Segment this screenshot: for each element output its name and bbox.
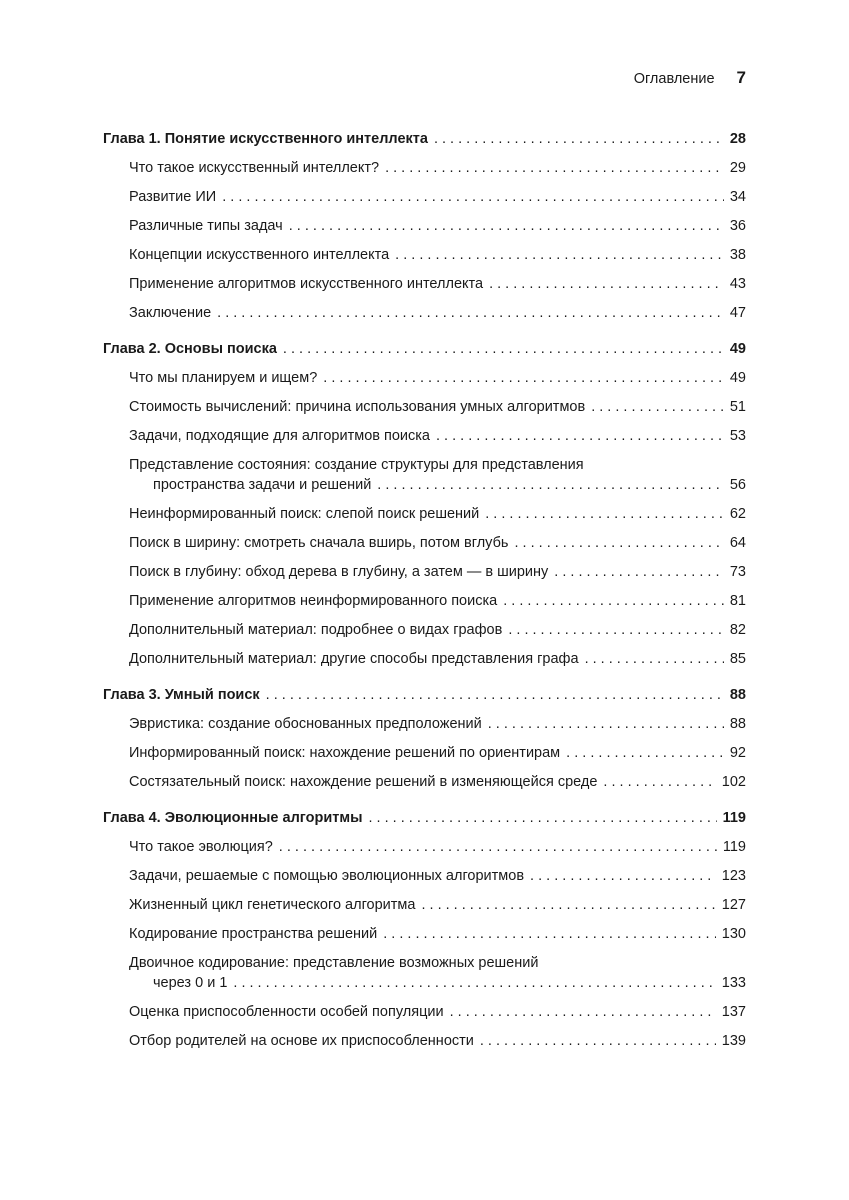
entry-title: Развитие ИИ	[129, 189, 217, 205]
dot-leader	[434, 129, 724, 149]
entry-title: Оценка приспособленности особей популяции	[129, 1004, 444, 1020]
entry-title: Двоичное кодирование: представление возможных решений	[129, 955, 539, 971]
entry-title: Состязательный поиск: нахождение решений в изменяющейся среде	[129, 774, 598, 790]
dot-leader	[480, 1031, 716, 1051]
entry-page-number: 64	[729, 535, 746, 551]
dot-leader	[279, 837, 717, 857]
toc-entry[interactable]	[129, 591, 746, 611]
chapter-page-number: 119	[722, 810, 746, 826]
toc-entry[interactable]	[129, 533, 746, 553]
dot-leader	[436, 426, 724, 446]
entry-title: Поиск в глубину: обход дерева в глубину, а затем — в ширину	[129, 564, 549, 580]
toc-entry[interactable]	[129, 368, 746, 388]
entry-title: Заключение	[129, 305, 212, 321]
dot-leader	[421, 895, 715, 915]
entry-title: Задачи, подходящие для алгоритмов поиска	[129, 428, 430, 444]
toc-entry[interactable]	[129, 649, 746, 669]
entry-page-number: 43	[729, 276, 746, 292]
dot-leader	[283, 339, 724, 359]
entry-page-number: 82	[729, 622, 746, 638]
entry-page-number: 119	[722, 839, 746, 855]
dot-leader	[368, 808, 716, 828]
entry-page-number: 85	[729, 651, 746, 667]
toc-entry[interactable]	[129, 714, 746, 734]
toc-entry[interactable]	[129, 620, 746, 640]
entry-title: Задачи, решаемые с помощью эволюционных алгоритмов	[129, 868, 525, 884]
dot-leader	[233, 973, 715, 993]
entry-title: Стоимость вычислений: причина использования умных алгоритмов	[129, 399, 586, 415]
dot-leader	[585, 649, 724, 669]
toc-entry[interactable]	[129, 426, 746, 446]
chapter-title: Глава 4. Эволюционные алгоритмы	[103, 810, 363, 826]
toc-entry[interactable]	[129, 504, 746, 524]
entry-page-number: 56	[729, 477, 746, 493]
entry-page-number: 73	[729, 564, 746, 580]
entry-page-number: 38	[729, 247, 746, 263]
toc-entry[interactable]	[129, 866, 746, 886]
toc-entry[interactable]	[129, 924, 746, 944]
entry-title: Неинформированный поиск: слепой поиск решений	[129, 506, 480, 522]
entry-page-number: 62	[729, 506, 746, 522]
chapter-heading[interactable]	[103, 129, 746, 149]
entry-title: Концепции искусственного интеллекта	[129, 247, 390, 263]
entry-page-number: 123	[721, 868, 746, 884]
entry-title: Жизненный цикл генетического алгоритма	[129, 897, 416, 913]
chapter-page-number: 49	[729, 341, 746, 357]
entry-page-number: 36	[729, 218, 746, 234]
toc-entry[interactable]	[129, 216, 746, 236]
dot-leader	[222, 187, 724, 207]
chapter-title: Глава 2. Основы поиска	[103, 341, 277, 357]
chapter-page-number: 28	[729, 131, 746, 147]
entry-title: Информированный поиск: нахождение решений по ориентирам	[129, 745, 561, 761]
dot-leader	[530, 866, 716, 886]
chapter-title: Глава 1. Понятие искусственного интеллекта	[103, 131, 428, 147]
dot-leader	[377, 475, 724, 495]
entry-title-continued: пространства задачи и решений	[153, 477, 372, 493]
toc-entry[interactable]	[129, 743, 746, 763]
dot-leader	[591, 397, 724, 417]
entry-page-number: 29	[729, 160, 746, 176]
toc-entry[interactable]	[129, 245, 746, 265]
entry-title: Представление состояния: создание структуры для представления	[129, 457, 584, 473]
page-header	[634, 68, 746, 88]
chapter-heading[interactable]	[103, 339, 746, 359]
toc-entry[interactable]	[129, 187, 746, 207]
entry-title: Что такое искусственный интеллект?	[129, 160, 380, 176]
chapter-block	[103, 808, 746, 1051]
dot-leader	[323, 368, 724, 388]
dot-leader	[554, 562, 724, 582]
toc-entry[interactable]	[129, 1031, 746, 1051]
toc-entry[interactable]	[129, 1002, 746, 1022]
entry-page-number: 139	[721, 1033, 746, 1049]
entry-title: Дополнительный материал: подробнее о видах графов	[129, 622, 503, 638]
dot-leader	[289, 216, 724, 236]
entry-page-number: 81	[729, 593, 746, 609]
toc-entry[interactable]	[129, 837, 746, 857]
entry-page-number: 102	[721, 774, 746, 790]
dot-leader	[489, 274, 724, 294]
entry-title: Дополнительный материал: другие способы представления графа	[129, 651, 579, 667]
entry-page-number: 130	[721, 926, 746, 942]
entry-title: Различные типы задач	[129, 218, 283, 234]
entry-page-number: 47	[729, 305, 746, 321]
toc-entry[interactable]	[129, 562, 746, 582]
entry-page-number: 127	[721, 897, 746, 913]
entry-title: Эвристика: создание обоснованных предположений	[129, 716, 482, 732]
toc-entry[interactable]	[129, 895, 746, 915]
entry-title: Кодирование пространства решений	[129, 926, 378, 942]
dot-leader	[395, 245, 724, 265]
entry-title: Что мы планируем и ищем?	[129, 370, 318, 386]
dot-leader	[385, 158, 724, 178]
toc-entry[interactable]	[129, 158, 746, 178]
chapter-block	[103, 339, 746, 669]
dot-leader	[603, 772, 715, 792]
toc-entry[interactable]	[129, 772, 746, 792]
toc-entry[interactable]	[129, 274, 746, 294]
dot-leader	[503, 591, 724, 611]
dot-leader	[488, 714, 724, 734]
entry-page-number: 34	[729, 189, 746, 205]
chapter-block	[103, 129, 746, 323]
running-title: Оглавление	[633, 71, 715, 87]
dot-leader	[266, 685, 724, 705]
chapter-title: Глава 3. Умный поиск	[103, 687, 260, 703]
entry-page-number: 137	[721, 1004, 746, 1020]
entry-title: Применение алгоритмов неинформированного поиска	[129, 593, 498, 609]
chapter-heading[interactable]	[103, 808, 746, 828]
entry-title: Что такое эволюция?	[129, 839, 273, 855]
entry-title: Применение алгоритмов искусственного интеллекта	[129, 276, 484, 292]
dot-leader	[485, 504, 724, 524]
entry-page-number: 88	[729, 716, 746, 732]
entry-title-continued: через 0 и 1	[153, 975, 228, 991]
dot-leader	[566, 743, 724, 763]
toc-entry[interactable]	[129, 303, 746, 323]
dot-leader	[514, 533, 723, 553]
entry-page-number: 92	[729, 745, 746, 761]
chapter-page-number: 88	[729, 687, 746, 703]
toc-entry[interactable]	[129, 455, 746, 495]
dot-leader	[508, 620, 724, 640]
dot-leader	[383, 924, 716, 944]
entry-page-number: 51	[729, 399, 746, 415]
page-number: 7	[736, 68, 746, 87]
entry-page-number: 133	[721, 975, 746, 991]
table-of-contents	[103, 129, 746, 1060]
toc-entry[interactable]	[129, 397, 746, 417]
toc-entry[interactable]	[129, 953, 746, 993]
chapter-block	[103, 685, 746, 792]
dot-leader	[450, 1002, 716, 1022]
dot-leader	[217, 303, 724, 323]
entry-page-number: 49	[729, 370, 746, 386]
entry-title: Отбор родителей на основе их приспособленности	[129, 1033, 474, 1049]
chapter-heading[interactable]	[103, 685, 746, 705]
entry-page-number: 53	[729, 428, 746, 444]
entry-title: Поиск в ширину: смотреть сначала вширь, потом вглубь	[129, 535, 509, 551]
